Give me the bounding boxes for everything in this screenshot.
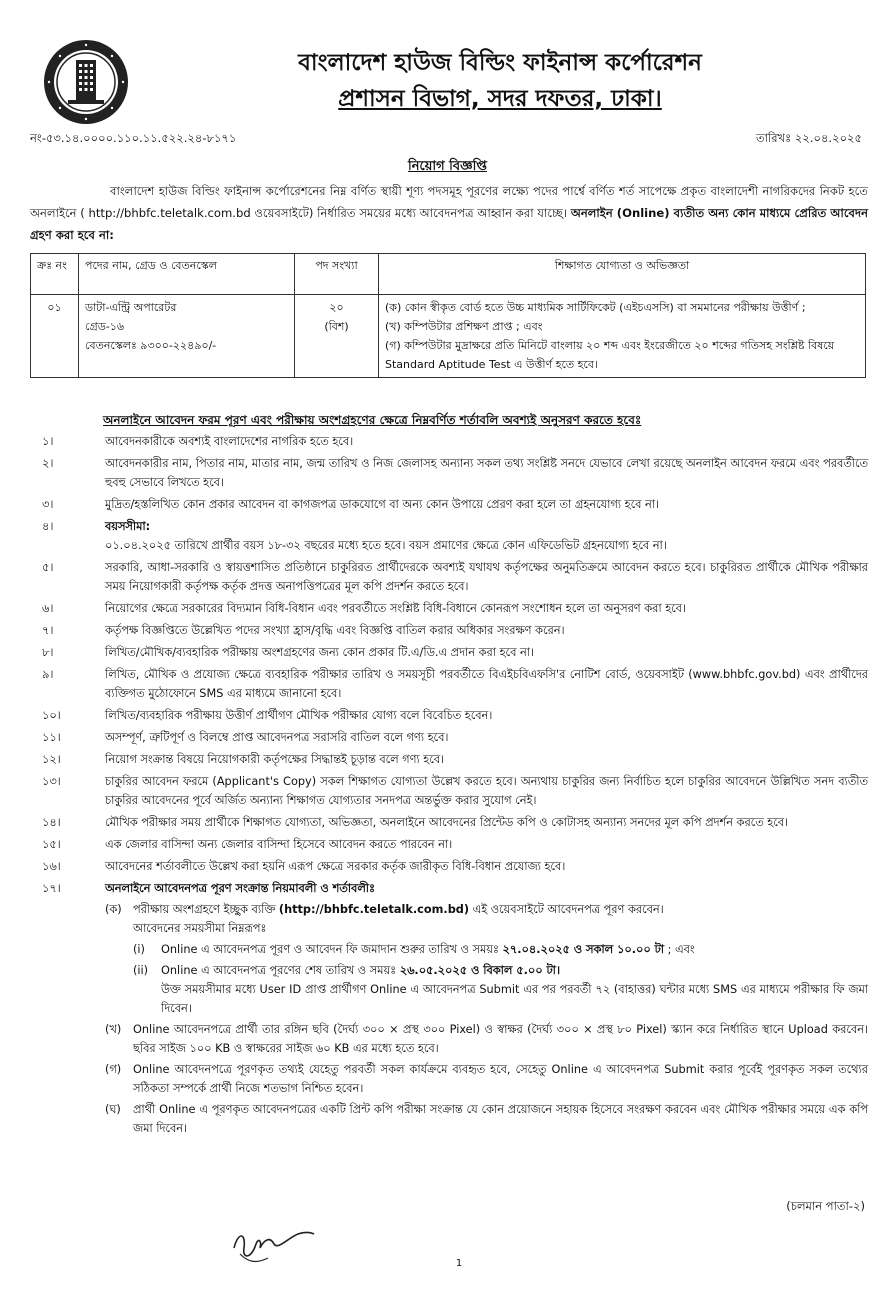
table-header-row — [31, 254, 866, 295]
intro-bold-note: অনলাইন (Online) ব্যতীত অন্য কোন মাধ্যমে প্রেরিত আবেদন গ্রহণ করা হবে না: — [30, 206, 869, 242]
col-header-serial: ক্রঃ নং — [31, 254, 79, 295]
rule-item: ৫। সরকারি, আধা-সরকারি ও স্বায়ত্তশাসিত প্রতিষ্ঠানে চাকুরিরত প্রার্থীদেরকে অবশ্যই যথাযথ কর্তৃপক্ষের অনুমতিক্রমে আবেদন করতে হবে। চাকুরিরত প্রার্থীকে মৌখিক পরীক্ষার সময় নিয়োগকারী কর্তৃপক্ষ কর্তৃক প্রদত্ত অনাপত্তিপত্রের মূল কপি প্রদর্শন করতে হবে। — [42, 561, 868, 593]
rule-item: ২। আবেদনকারীর নাম, পিতার নাম, মাতার নাম, জন্ম তারিখ ও নিজ জেলাসহ অন্যান্য সকল তথ্য সংশ্লিষ্ট সনদে যেভাবে লেখা রয়েছে অনলাইন আবেদন ফরমে এবং পরবর্তীতে হুবহু সেভাবে লিখতে হবে। — [42, 457, 868, 489]
rule-item: ১৪। মৌখিক পরীক্ষার সময় প্রার্থীকে শিক্ষাগত যোগ্যতা, অভিজ্ঞতা, অনলাইনে আবেদনের প্রিন্টেড কপি ও কোটাসহ অন্যান্য সনদের মূল কপি প্রদর্শন করতে হবে। — [42, 816, 789, 829]
continued-note: (চলমান পাতা-২) — [786, 1199, 865, 1213]
rule-item: ৭। কর্তৃপক্ষ বিজ্ঞপ্তিতে উল্লেখিত পদের সংখ্যা হ্রাস/বৃদ্ধি এবং বিজ্ঞপ্তি বাতিল করার অধিকার সংরক্ষণ করেন। — [42, 624, 565, 637]
qualification-item: (ক) কোন স্বীকৃত বোর্ড হতে উচ্চ মাধ্যমিক সার্টিফিকেট (এইচএসসি) বা সমমানের পরীক্ষায় উত্তীর্ণ ; — [385, 301, 806, 314]
memo-date: তারিখঃ ২২.০৪.২০২৫ — [755, 131, 862, 145]
row-post — [79, 295, 295, 378]
intro-paragraph — [30, 180, 868, 246]
teletalk-link[interactable]: (http://bhbfc.teletalk.com.bd) — [278, 903, 470, 916]
sub-rule-ga: (গ) Online আবেদনপত্রে পূরণকৃত তথ্যই যেহেতু পরবর্তী সকল কার্যক্রমে ব্যবহৃত হবে, সেহেতু Online এ আবেদনপত্র Submit করার পূর্বেই পূরণকৃত সকল তথ্যের সঠিকতা সম্পর্কে প্রার্থী নিজে শতভাগ নিশ্চিত হবেন। — [105, 1063, 868, 1095]
rule-item-online-application: ১৭। অনলাইনে আবেদনপত্র পূরণ সংক্রান্ত নিয়মাবলী ও শর্তাবলীঃ (ক) পরীক্ষায় অংশগ্রহণে ইচ্ছুক ব্যক্তি (http://bhbfc.teletalk.com.bd) এই ওয়েবসাইটে আবেদনপত্র পূরণ করবেন। আবেদনের সময়সীমা নিম্নরূপঃ (i) Online এ আবেদনপত্র পূরণ ও আবেদন ফি জমাদান শুরুর তারিখ ও সময়ঃ ২৭.০৪.২০২৫ ও সকাল ১০.০০ টা ; এবং (ii) Online এ আবেদনপত্র পূরণের শেষ তারিখ ও সময়ঃ ২৬.০৫.২০২৫ ও বিকাল ৫.০০ টা। উক্ত সময়সীমার মধ্যে User ID প্রাপ্ত প্রার্থীগণ Online এ আবেদনপত্র Submit এর পর পরবর্তী ৭২ (বাহাত্তর) ঘন্টার মধ্যে SMS এর মাধ্যমে পরীক্ষার ফি জমা দিবেন। (খ) Online আবেদনপত্রে প্রার্থী তার রঙ্গিন ছবি (দৈর্ঘ্য ৩০০ × প্রস্থ ৩০০ Pixel) ও স্বাক্ষর (দৈর্ঘ্য ৩০০ × প্রস্থ ৮০ Pixel) স্ক্যান করে নির্ধারিত স্থানে Upload করবেন। ছবির সাইজ ১০০ KB ও স্বাক্ষরের সাইজ ৬০ KB এর মধ্যে হতে হবে। (গ) Online আবেদনপত্রে পূরণকৃত তথ্যই যেহেতু পরবর্তী সকল কার্যক্রমে ব্যবহৃত হবে, সেহেতু Online এ আবেদনপত্র Submit করার পূর্বেই পূরণকৃত সকল তথ্যের সঠিকতা সম্পর্কে প্রার্থী নিজে শতভাগ নিশ্চিত হবেন। (ঘ) প্রার্থী Online এ পূরণকৃত আবেদনপত্রের একটি প্রিন্ট কপি পরীক্ষা সংক্রান্ত যে কোন প্রয়োজনে সহায়ক হিসেবে সংরক্ষণ করবেন এবং মৌখিক পরীক্ষার সময়ে এক কপি জমা দিবেন। — [30, 879, 868, 1138]
qualification-item: (গ) কম্পিউটার মুদ্রাক্ষরে প্রতি মিনিটে বাংলায় ২০ শব্দ এবং ইংরেজীতে ২০ শব্দের গতিসহ সংশ্লিষ্ট বিষয়ে Standard Aptitude Test এ উত্তীর্ণ হতে হবে। — [385, 339, 835, 371]
schedule-heading: আবেদনের সময়সীমা নিম্নরূপঃ — [133, 922, 267, 935]
rule-item: ১০। লিখিত/ব্যবহারিক পরীক্ষায় উত্তীর্ণ প্রার্থীগণ মৌখিক পরীক্ষার যোগ্য বলে বিবেচিত হবেন। — [42, 709, 493, 722]
start-datetime: ২৭.০৪.২০২৫ ও সকাল ১০.০০ টা — [502, 943, 665, 956]
intro-text: বাংলাদেশ হাউজ বিল্ডিং ফাইনান্স কর্পোরেশনের নিম্ন বর্ণিত স্থায়ী শূণ্য পদসমূহ পূরণের লক্ষ্যে পদের পার্শ্বে বর্ণিত শর্ত সাপেক্ষে প্রকৃত বাংলাদেশী নাগরিকদের নিকট হতে অনলাইনে ( http://bhbfc.teletalk.com.bd ওয়েবসাইটে) নির্ধারিত সময়ের মধ্যে আবেদনপত্র আহ্বান করা যাচ্ছে। — [30, 184, 869, 220]
row-qualifications — [379, 295, 866, 378]
col-header-post: পদের নাম, গ্রেড ও বেতনস্কেল — [79, 254, 295, 295]
sub-rule-kha: (খ) Online আবেদনপত্রে প্রার্থী তার রঙ্গিন ছবি (দৈর্ঘ্য ৩০০ × প্রস্থ ৩০০ Pixel) ও স্বাক্ষর (দৈর্ঘ্য ৩০০ × প্রস্থ ৮০ Pixel) স্ক্যান করে নির্ধারিত স্থানে Upload করবেন। ছবির সাইজ ১০০ KB ও স্বাক্ষরের সাইজ ৬০ KB এর মধ্যে হতে হবে। — [105, 1023, 868, 1055]
department-name: প্রশাসন বিভাগ, সদর দফতর, ঢাকা। — [338, 86, 662, 112]
sub-rule-ka: (ক) পরীক্ষায় অংশগ্রহণে ইচ্ছুক ব্যক্তি (http://bhbfc.teletalk.com.bd) এই ওয়েবসাইটে আবেদনপত্র পূরণ করবেন। আবেদনের সময়সীমা নিম্নরূপঃ (i) Online এ আবেদনপত্র পূরণ ও আবেদন ফি জমাদান শুরুর তারিখ ও সময়ঃ ২৭.০৪.২০২৫ ও সকাল ১০.০০ টা ; এবং (ii) Online এ আবেদনপত্র পূরণের শেষ তারিখ ও সময়ঃ ২৬.০৫.২০২৫ ও বিকাল ৫.০০ টা। উক্ত সময়সীমার মধ্যে User ID প্রাপ্ত প্রার্থীগণ Online এ আবেদনপত্র Submit এর পর পরবর্তী ৭২ (বাহাত্তর) ঘন্টার মধ্যে SMS এর মাধ্যমে পরীক্ষার ফি জমা দিবেন। — [105, 900, 868, 1018]
rule-item: ১২। নিয়োগ সংক্রান্ত বিষয়ে নিয়োগকারী কর্তৃপক্ষের সিদ্ধান্তই চূড়ান্ত বলে গণ্য হবে। — [42, 753, 445, 766]
rule-item: ৯। লিখিত, মৌখিক ও প্রযোজ্য ক্ষেত্রে ব্যবহারিক পরীক্ষার তারিখ ও সময়সূচী পরবর্তীতে বিএইচবিএফসি'র নোটিশ বোর্ড, ওয়েবসাইট (www.bhbfc.gov.bd) এবং প্রার্থীদের ব্যক্তিগত মুঠোফোনে SMS এর মাধ্যমে জানানো হবে। — [42, 668, 868, 700]
rule-item: ১৫। এক জেলার বাসিন্দা অন্য জেলার বাসিন্দা হিসেবে আবেদন করতে পারবেন না। — [42, 838, 453, 851]
rule-item: ৩। মুদ্রিত/হস্তলিখিত কোন প্রকার আবেদন বা কাগজপত্র ডাকযোগে বা অন্য কোন উপায়ে প্রেরণ করা হলে তা গ্রহনযোগ্য হবে না। — [42, 498, 660, 511]
schedule-start: (i) Online এ আবেদনপত্র পূরণ ও আবেদন ফি জমাদান শুরুর তারিখ ও সময়ঃ ২৭.০৪.২০২৫ ও সকাল ১০.০০ টা ; এবং — [133, 943, 695, 956]
schedule-end: (ii) Online এ আবেদনপত্র পূরণের শেষ তারিখ ও সময়ঃ ২৬.০৫.২০২৫ ও বিকাল ৫.০০ টা। উক্ত সময়সীমার মধ্যে User ID প্রাপ্ত প্রার্থীগণ Online এ আবেদনপত্র Submit এর পর পরবর্তী ৭২ (বাহাত্তর) ঘন্টার মধ্যে SMS এর মাধ্যমে পরীক্ষার ফি জমা দিবেন। — [133, 961, 868, 1018]
col-header-count: পদ সংখ্যা — [295, 254, 379, 295]
online-rules-heading: অনলাইনে আবেদনপত্র পূরণ সংক্রান্ত নিয়মাবলী ও শর্তাবলীঃ — [105, 882, 375, 895]
post-pay-scale: বেতনস্কেলঃ ৯৩০০-২২৪৯০/- — [85, 339, 217, 352]
posts-table — [30, 253, 866, 378]
organization-name: বাংলাদেশ হাউজ বিল্ডিং ফাইনান্স কর্পোরেশন — [298, 50, 702, 76]
rule-item: ৮। লিখিত/মৌখিক/ব্যবহারিক পরীক্ষায় অংশগ্রহণের জন্য কোন প্রকার টি.এ/ডি.এ প্রদান করা হবে না। — [42, 646, 535, 659]
rule-item: ১৩। চাকুরির আবেদন ফরমে (Applicant's Copy) সকল শিক্ষাগত যোগ্যতা উল্লেখ করতে হবে। অন্যথায় চাকুরির জন্য নির্বাচিত হলে চাকুরির আবেদনে উল্লিখিত সনদ ব্যতীত চাকুরির আবেদনের পূর্বে অর্জিত অন্যান্য শিক্ষাগত যোগ্যতার সনদপত্র অন্তর্ভুক্ত করার সুযোগ নেই। — [42, 775, 868, 807]
post-count: ২০ — [329, 301, 344, 314]
row-count — [295, 295, 379, 378]
page-number: 1 — [455, 1258, 463, 1269]
fee-payment-note: উক্ত সময়সীমার মধ্যে User ID প্রাপ্ত প্রার্থীগণ Online এ আবেদনপত্র Submit এর পর পরবর্তী ৭২ (বাহাত্তর) ঘন্টার মধ্যে SMS এর মাধ্যমে পরীক্ষার ফি জমা দিবেন। — [161, 983, 868, 1015]
age-limit-text: ০১.০৪.২০২৫ তারিখে প্রার্থীর বয়স ১৮-৩২ বছরের মধ্যে হতে হবে। বয়স প্রমাণের ক্ষেত্রে কোন এফিডেভিট গ্রহনযোগ্য হবে না। — [105, 539, 667, 552]
rule-item: ১। আবেদনকারীকে অবশ্যই বাংলাদেশের নাগরিক হতে হবে। — [42, 435, 354, 448]
qualification-item: (খ) কম্পিউটার প্রশিক্ষণ প্রাপ্ত ; এবং — [385, 320, 543, 333]
post-count-words: (বিশ) — [324, 320, 349, 333]
rule-item-age-limit: ৪। বয়সসীমা: ০১.০৪.২০২৫ তারিখে প্রার্থীর বয়স ১৮-৩২ বছরের মধ্যে হতে হবে। বয়স প্রমাণের ক্ষেত্রে কোন এফিডেভিট গ্রহনযোগ্য হবে না। — [30, 517, 868, 555]
bhbfc-logo-seal — [42, 38, 130, 126]
rules-list — [30, 432, 868, 1141]
row-serial: ০১ — [31, 295, 79, 378]
sub-rule-gha: (ঘ) প্রার্থী Online এ পূরণকৃত আবেদনপত্রের একটি প্রিন্ট কপি পরীক্ষা সংক্রান্ত যে কোন প্রয়োজনে সহায়ক হিসেবে সংরক্ষণ করবেন এবং মৌখিক পরীক্ষার সময়ে এক কপি জমা দিবেন। — [105, 1103, 868, 1135]
notice-title: নিয়োগ বিজ্ঞপ্তি — [408, 159, 487, 174]
rules-title: অনলাইনে আবেদন ফরম পূরণ এবং পরীক্ষায় অংশগ্রহণের ক্ষেত্রে নিম্নবর্ণিত শর্তাবলি অবশ্যই অনুসরণ করতে হবেঃ — [103, 413, 642, 427]
rule-item: ১৬। আবেদনের শর্তাবলীতে উল্লেখ করা হয়নি এরূপ ক্ষেত্রে সরকার কর্তৃক জারীকৃত বিধি-বিধান প্রযোজ্য হবে। — [42, 860, 566, 873]
memo-number: নং-৫৩.১৪.০০০০.১১০.১১.৫২২.২৪-৮১৭১ — [30, 131, 237, 145]
table-row — [31, 295, 866, 378]
post-grade: গ্রেড-১৬ — [85, 320, 125, 333]
end-datetime: ২৬.০৫.২০২৫ ও বিকাল ৫.০০ টা। — [399, 964, 560, 977]
rule-item: ১১। অসম্পূর্ণ, ত্রুটিপূর্ণ ও বিলম্বে প্রাপ্ত আবেদনপত্র সরাসরি বাতিল বলে গণ্য হবে। — [42, 731, 449, 744]
age-limit-heading: বয়সসীমা: — [105, 520, 151, 533]
col-header-qualification: শিক্ষাগত যোগ্যতা ও অভিজ্ঞতা — [379, 254, 866, 295]
post-name: ডাটা-এন্ট্রি অপারেটর — [85, 301, 177, 314]
rule-item: ৬। নিয়োগের ক্ষেত্রে সরকারের বিদ্যমান বিধি-বিধান এবং পরবর্তীতে সংশ্লিষ্ট বিধি-বিধানে কোনরূপ সংশোধন হলে তা অনুসরণ করা হবে। — [42, 602, 686, 615]
